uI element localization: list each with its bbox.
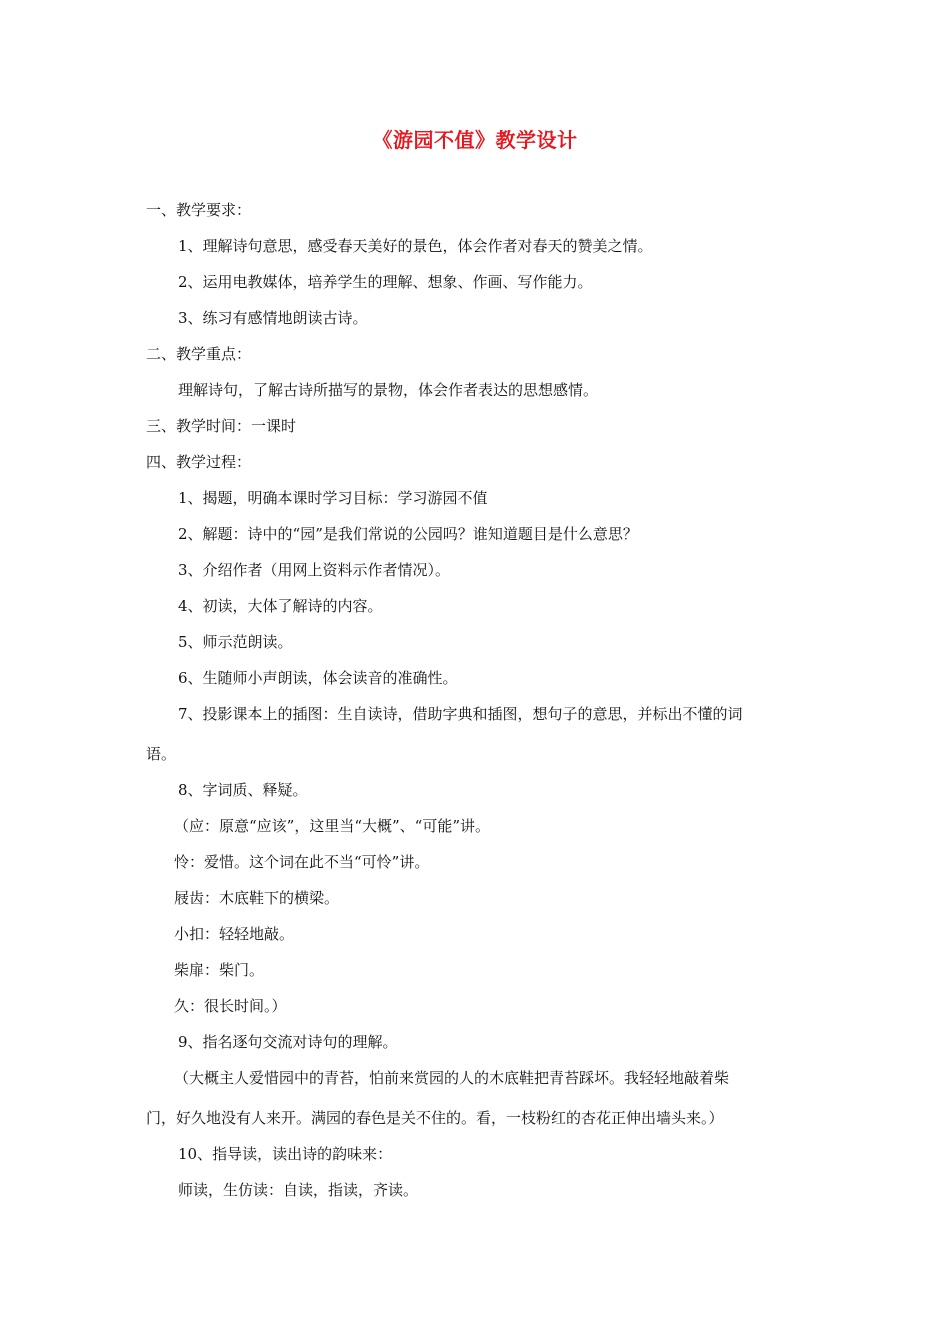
step9-explanation-line2: 门，好久地没有人来开。满园的春色是关不住的。看，一枝粉红的杏花正伸出墙头来。）	[146, 1109, 724, 1127]
glossary-item: 怜：爱惜。这个词在此不当“可怜”讲。	[174, 853, 430, 871]
process-step: 1、揭题，明确本课时学习目标：学习游园不值	[178, 489, 488, 507]
focus-text: 理解诗句，了解古诗所描写的景物，体会作者表达的思想感情。	[178, 381, 599, 399]
process-step-7	[146, 704, 808, 764]
requirement-item: 2、运用电教媒体，培养学生的理解、想象、作画、写作能力。	[178, 273, 593, 291]
process-step-7-line2: 语。	[146, 745, 177, 763]
section-heading-requirements: 一、教学要求：	[146, 201, 252, 219]
document-body	[146, 200, 808, 1216]
process-step: 5、师示范朗读。	[178, 633, 293, 651]
step10-detail: 师读，生仿读：自读，指读，齐读。	[178, 1181, 419, 1199]
glossary-item: 久：很长时间。）	[174, 997, 287, 1015]
process-step: 8、字词质、释疑。	[178, 781, 308, 799]
process-step: 10、指导读，读出诗的韵味来：	[178, 1145, 393, 1163]
section-heading-process: 四、教学过程：	[146, 453, 252, 471]
requirement-item: 3、练习有感情地朗读古诗。	[178, 309, 368, 327]
process-step: 9、指名逐句交流对诗句的理解。	[178, 1033, 398, 1051]
glossary-item: 小扣：轻轻地敲。	[174, 925, 295, 943]
process-step: 4、初读，大体了解诗的内容。	[178, 597, 383, 615]
process-step-7-line1: 7、投影课本上的插图：生自读诗，借助字典和插图，想句子的意思，并标出不懂的词	[178, 705, 743, 723]
section-heading-time: 三、教学时间：一课时	[146, 417, 297, 435]
process-step: 3、介绍作者（用网上资料示作者情况）。	[178, 561, 451, 579]
glossary-item: 柴扉：柴门。	[174, 961, 265, 979]
glossary-item: （应：原意“应该”，这里当“大概”、“可能”讲。	[174, 817, 491, 835]
glossary-item: 屐齿：木底鞋下的横梁。	[174, 889, 340, 907]
section-heading-focus: 二、教学重点：	[146, 345, 252, 363]
step9-explanation	[146, 1068, 808, 1128]
process-step: 2、解题：诗中的“园”是我们常说的公园吗？谁知道题目是什么意思？	[178, 525, 638, 543]
step9-explanation-line1: （大概主人爱惜园中的青苔，怕前来赏园的人的木底鞋把青苔踩坏。我轻轻地敲着柴	[174, 1069, 730, 1087]
requirement-item: 1、理解诗句意思，感受春天美好的景色，体会作者对春天的赞美之情。	[178, 237, 653, 255]
document-title: 《游园不值》教学设计	[372, 128, 578, 152]
process-step: 6、生随师小声朗读，体会读音的准确性。	[178, 669, 458, 687]
